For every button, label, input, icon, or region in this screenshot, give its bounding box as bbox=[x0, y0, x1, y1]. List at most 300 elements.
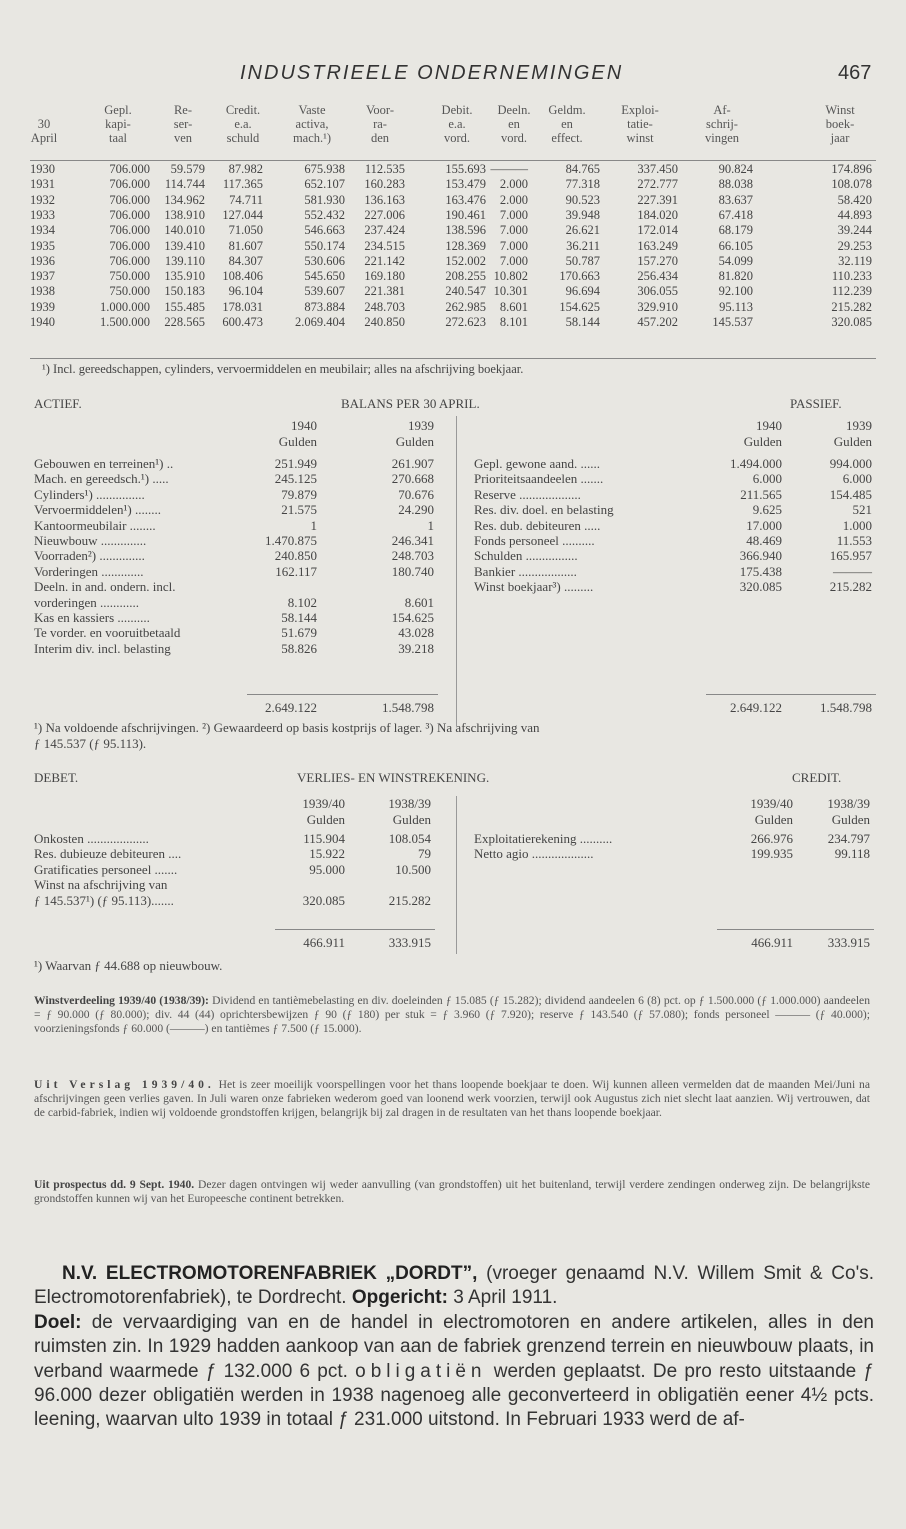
table-cell: 706.000 bbox=[109, 238, 150, 253]
table-cell: 215.282 bbox=[831, 299, 872, 314]
left-item-value-current: 240.850 bbox=[274, 548, 317, 564]
table-cell: 10.802 bbox=[493, 269, 528, 284]
left-item-value-previous: 39.218 bbox=[398, 640, 434, 656]
left-item-label: Voorraden²) .............. bbox=[34, 548, 145, 564]
table-cell: 84.307 bbox=[228, 253, 263, 268]
column-header: Exploi- bbox=[621, 103, 659, 117]
table-cell: 139.410 bbox=[164, 238, 205, 253]
right-unit-previous: Gulden bbox=[833, 434, 872, 449]
table-cell: 83.637 bbox=[718, 192, 753, 207]
table-cell: 329.910 bbox=[637, 299, 678, 314]
table-cell: 227.391 bbox=[637, 192, 678, 207]
left-item-label: Winst na afschrijving van bbox=[34, 877, 168, 893]
table-cell: 77.318 bbox=[565, 177, 600, 192]
left-item-label: Cylinders¹) ............... bbox=[34, 486, 145, 502]
right-item-label: Winst boekjaar³) ......... bbox=[474, 579, 594, 595]
profit-loss-title: VERLIES- EN WINSTREKENING. bbox=[297, 770, 490, 785]
row-year: 1938 bbox=[30, 284, 55, 299]
table-cell: 190.461 bbox=[445, 207, 486, 222]
table-cell: 138.910 bbox=[164, 207, 205, 222]
table-cell: 550.174 bbox=[304, 238, 345, 253]
annual-report-paragraph bbox=[34, 1078, 870, 1119]
table-cell: 96.104 bbox=[228, 284, 263, 299]
left-total-previous: 333.915 bbox=[388, 935, 431, 950]
left-item-label: Onkosten ................... bbox=[34, 831, 149, 846]
right-total-current: 2.649.122 bbox=[730, 700, 782, 715]
right-item-value-previous: 215.282 bbox=[829, 579, 872, 595]
table-cell: 32.119 bbox=[838, 253, 872, 268]
left-item-label: Interim div. incl. belasting bbox=[34, 640, 171, 656]
table-cell: 157.270 bbox=[637, 253, 678, 268]
left-item-value-current: 1 bbox=[310, 517, 317, 533]
table-cell: 67.418 bbox=[718, 207, 753, 222]
right-item-value-current: 320.085 bbox=[739, 579, 782, 595]
left-item-label: Res. dubieuze debiteuren .... bbox=[34, 846, 182, 862]
prospectus-paragraph bbox=[34, 1178, 870, 1206]
left-item-value-current: 8.102 bbox=[287, 594, 317, 610]
table-cell: 7.000 bbox=[499, 223, 528, 238]
column-header: Re- bbox=[173, 103, 193, 117]
column-header: vord. bbox=[500, 131, 528, 145]
table-cell: 153.479 bbox=[445, 177, 486, 192]
left-item-value-previous: 24.290 bbox=[398, 502, 434, 518]
table-cell: 706.000 bbox=[109, 192, 150, 207]
right-item-value-previous: 234.797 bbox=[827, 831, 870, 846]
left-item-label: Gebouwen en terreinen¹) .. bbox=[34, 456, 174, 471]
table-cell: 8.601 bbox=[499, 299, 528, 314]
right-item-value-previous: 6.000 bbox=[842, 471, 872, 487]
balance-footnote-2: ƒ 145.537 (ƒ 95.113). bbox=[34, 736, 147, 751]
column-header: Af- bbox=[713, 103, 731, 117]
right-item-label: Reserve ................... bbox=[474, 486, 581, 502]
left-total-current: 466.911 bbox=[303, 935, 345, 950]
column-header: en bbox=[508, 117, 520, 131]
right-item-label: Res. div. doel. en belasting bbox=[474, 502, 614, 518]
right-unit-previous: Gulden bbox=[831, 812, 870, 827]
table-cell: 84.765 bbox=[565, 162, 600, 176]
left-item-label: Kantoormeubilair ........ bbox=[34, 517, 156, 533]
left-item-label: Vorderingen ............. bbox=[34, 563, 144, 579]
credit-heading: CREDIT. bbox=[792, 770, 842, 785]
table-cell: 58.144 bbox=[565, 315, 600, 329]
table-cell: 530.606 bbox=[304, 253, 345, 268]
left-year-current: 1939/40 bbox=[302, 796, 345, 811]
right-item-label: Exploitatierekening .......... bbox=[474, 831, 613, 846]
table-cell: 10.301 bbox=[493, 284, 528, 299]
table-cell: 90.824 bbox=[718, 162, 753, 176]
left-total-rule bbox=[275, 929, 435, 930]
right-item-value-current: 1.494.000 bbox=[730, 456, 782, 471]
left-item-value-previous: 248.703 bbox=[391, 548, 434, 564]
column-header: den bbox=[370, 131, 390, 145]
table-cell: 750.000 bbox=[109, 284, 150, 299]
table-cell: 117.365 bbox=[222, 177, 263, 192]
left-item-value-previous: 10.500 bbox=[395, 861, 431, 877]
table-cell: 59.579 bbox=[170, 162, 205, 176]
left-item-label: Deeln. in and. ondern. incl. bbox=[34, 579, 176, 595]
table-cell: 208.255 bbox=[445, 269, 486, 284]
table-cell: 545.650 bbox=[304, 269, 345, 284]
right-year-current: 1940 bbox=[756, 418, 782, 433]
passief-heading: PASSIEF. bbox=[790, 396, 842, 411]
left-item-value-previous: 261.907 bbox=[391, 456, 434, 471]
row-year: 1939 bbox=[30, 299, 55, 314]
table-cell: 256.434 bbox=[637, 269, 678, 284]
table-cell: 155.485 bbox=[164, 299, 205, 314]
right-item-value-previous: 154.485 bbox=[829, 486, 872, 502]
financial-history-table bbox=[0, 0, 906, 400]
column-header: ser- bbox=[173, 117, 193, 131]
column-header: Debit. bbox=[441, 103, 473, 117]
right-item-value-previous: 1.000 bbox=[842, 517, 872, 533]
prospectus-text: Dezer dagen ontvingen wij weder aanvulling (van grondstoffen) uit het buitenland, terwijl verdere zendingen onderweg zijn. De belangrijkste grondstoffen kunnen wij van het Europeesche continent betrekken. bbox=[34, 1178, 870, 1205]
table-cell: 50.787 bbox=[565, 253, 600, 268]
row-year: 1931 bbox=[30, 177, 55, 192]
left-total-rule bbox=[247, 694, 438, 695]
left-item-value-current: 245.125 bbox=[274, 471, 317, 487]
table-cell: 706.000 bbox=[109, 207, 150, 222]
left-item-value-previous: 180.740 bbox=[391, 563, 434, 579]
prospectus-label: Uit prospectus dd. 9 Sept. 1940. bbox=[34, 1178, 195, 1191]
column-header: vord. bbox=[443, 131, 471, 145]
table-cell: 2.000 bbox=[499, 192, 528, 207]
table-cell: 112.239 bbox=[831, 284, 872, 299]
right-item-label: Res. dub. debiteuren ..... bbox=[474, 517, 601, 533]
table-cell: 234.515 bbox=[364, 238, 405, 253]
table-cell: 227.006 bbox=[364, 207, 405, 222]
left-item-value-current: 162.117 bbox=[275, 563, 317, 579]
table-cell: 54.099 bbox=[718, 253, 753, 268]
left-item-value-current: 15.922 bbox=[309, 846, 345, 862]
table-cell: 152.002 bbox=[445, 253, 486, 268]
left-year-current: 1940 bbox=[291, 418, 317, 433]
column-header: ra- bbox=[373, 117, 387, 131]
right-item-value-previous: 11.553 bbox=[836, 533, 872, 548]
column-header: taal bbox=[108, 131, 128, 145]
table-cell: 169.180 bbox=[364, 269, 405, 284]
table-cell: 706.000 bbox=[109, 253, 150, 268]
table-cell: 272.623 bbox=[445, 315, 486, 329]
table-cell: 546.663 bbox=[304, 223, 345, 238]
table-cell: 306.055 bbox=[637, 284, 678, 299]
left-item-label: Vervoermiddelen¹) ........ bbox=[34, 502, 161, 518]
right-item-value-current: 9.625 bbox=[752, 502, 782, 518]
table-cell: 600.473 bbox=[222, 315, 263, 329]
table-cell: 139.110 bbox=[164, 253, 205, 268]
table-cell: 26.621 bbox=[565, 223, 600, 238]
table-cell: 66.105 bbox=[718, 238, 753, 253]
left-item-label: ƒ 145.537¹) (ƒ 95.113)....... bbox=[34, 892, 174, 908]
company-rest: (vroeger genaamd N.V. Willem Smit & Co's. Electromotorenfabriek), te Dordrecht. bbox=[34, 1263, 875, 1309]
left-item-label: Mach. en gereedsch.¹) ..... bbox=[34, 471, 169, 487]
column-header: mach.¹) bbox=[292, 131, 332, 145]
table-cell: 8.101 bbox=[499, 315, 528, 329]
column-header: en bbox=[561, 117, 573, 131]
table-cell: 552.432 bbox=[304, 207, 345, 222]
table-cell: 581.930 bbox=[304, 192, 345, 207]
row-year: 1935 bbox=[30, 238, 55, 253]
founded-label: Opgericht: bbox=[351, 1287, 448, 1309]
table-cell: 240.547 bbox=[445, 284, 486, 299]
table-cell: 170.663 bbox=[559, 269, 600, 284]
table-cell: 110.233 bbox=[831, 269, 872, 284]
table-cell: 58.420 bbox=[837, 192, 872, 207]
column-header: Winst bbox=[825, 103, 855, 117]
purpose-text-b: werden geplaatst. De pro resto uitstaande ƒ 96.000 dezer obligatiën werden in 1938 nagenoeg alle geconverteerd in obligatiën eener 4½ pcts. leening, waarvan ulto 1939 in totaal ƒ 231.000 uitstond. In Februari 1933 werd de af- bbox=[34, 1360, 874, 1431]
right-unit-current: Gulden bbox=[754, 812, 793, 827]
left-year-previous: 1938/39 bbox=[388, 796, 431, 811]
table-cell: 706.000 bbox=[109, 177, 150, 192]
table-cell: 237.424 bbox=[364, 223, 405, 238]
table-footnote: ¹) Incl. gereedschappen, cylinders, vervoermiddelen en meubilair; alles na afschrijving boekjaar. bbox=[42, 362, 524, 376]
left-item-label: Nieuwbouw .............. bbox=[34, 533, 147, 548]
right-item-label: Bankier .................. bbox=[474, 563, 577, 579]
column-header: schrij- bbox=[706, 117, 738, 131]
right-item-label: Gepl. gewone aand. ...... bbox=[474, 456, 600, 471]
table-cell: 706.000 bbox=[109, 223, 150, 238]
debet-heading: DEBET. bbox=[34, 770, 79, 785]
right-item-value-previous: 99.118 bbox=[834, 846, 870, 862]
table-cell: 7.000 bbox=[499, 253, 528, 268]
company-description bbox=[34, 1262, 874, 1433]
column-header: winst bbox=[626, 131, 654, 145]
table-cell: 7.000 bbox=[499, 238, 528, 253]
actief-heading: ACTIEF. bbox=[34, 396, 82, 411]
center-divider bbox=[456, 796, 457, 954]
table-cell: 7.000 bbox=[499, 207, 528, 222]
table-cell: 81.607 bbox=[228, 238, 263, 253]
table-cell: 272.777 bbox=[637, 177, 678, 192]
table-cell: 706.000 bbox=[109, 162, 150, 176]
table-cell: 240.850 bbox=[364, 315, 405, 329]
right-total-previous: 1.548.798 bbox=[820, 700, 872, 715]
row-year: 1937 bbox=[30, 269, 55, 284]
left-item-value-previous: 79 bbox=[418, 846, 431, 862]
table-cell: 128.369 bbox=[445, 238, 486, 253]
right-item-value-previous: 994.000 bbox=[829, 456, 872, 471]
footer-rule bbox=[30, 358, 876, 359]
right-item-value-current: 17.000 bbox=[746, 517, 782, 533]
table-cell: 873.884 bbox=[304, 299, 345, 314]
right-item-value-current: 48.469 bbox=[746, 533, 782, 548]
column-header: 30 bbox=[37, 117, 51, 131]
table-cell: 163.476 bbox=[445, 192, 486, 207]
column-header: Geldm. bbox=[548, 103, 586, 117]
table-cell: 140.010 bbox=[164, 223, 205, 238]
table-cell: 228.565 bbox=[164, 315, 205, 329]
right-total-current: 466.911 bbox=[751, 935, 793, 950]
left-unit-current: Gulden bbox=[306, 812, 345, 827]
balance-footnote-1: ¹) Na voldoende afschrijvingen. ²) Gewaardeerd op basis kostprijs of lager. ³) Na afschrijving van bbox=[34, 720, 540, 735]
purpose-spaced-word: obligatiën bbox=[355, 1360, 487, 1382]
table-cell: 68.179 bbox=[718, 223, 753, 238]
profit-loss-footnote: ¹) Waarvan ƒ 44.688 op nieuwbouw. bbox=[34, 958, 223, 973]
left-item-value-previous: 1 bbox=[427, 517, 434, 533]
table-cell: 652.107 bbox=[304, 177, 345, 192]
table-cell: 248.703 bbox=[364, 299, 405, 314]
column-header: Vaste bbox=[298, 103, 326, 117]
right-item-value-previous: 165.957 bbox=[829, 548, 872, 564]
table-cell: 160.283 bbox=[364, 177, 405, 192]
left-item-value-current: 51.679 bbox=[281, 625, 317, 641]
page-header-title: INDUSTRIEELE ONDERNEMINGEN bbox=[240, 62, 624, 84]
right-item-label: Netto agio ................... bbox=[474, 846, 594, 862]
table-cell: 2.000 bbox=[499, 177, 528, 192]
table-cell: 1.000.000 bbox=[100, 299, 150, 314]
left-item-value-current: 95.000 bbox=[309, 861, 345, 877]
left-item-value-previous: 215.282 bbox=[388, 892, 431, 908]
left-item-value-current: 1.470.875 bbox=[265, 533, 317, 548]
table-cell: 81.820 bbox=[718, 269, 753, 284]
table-cell: 155.693 bbox=[445, 162, 486, 176]
right-year-previous: 1938/39 bbox=[827, 796, 870, 811]
table-cell: 74.711 bbox=[229, 192, 263, 207]
column-header: effect. bbox=[551, 131, 583, 145]
header-rule bbox=[30, 160, 876, 161]
right-total-rule bbox=[717, 929, 874, 930]
table-cell: 114.744 bbox=[164, 177, 205, 192]
left-total-current: 2.649.122 bbox=[265, 700, 317, 715]
left-item-label: vorderingen ............ bbox=[34, 594, 140, 610]
column-header: e.a. bbox=[234, 117, 252, 131]
table-cell: 127.044 bbox=[222, 207, 263, 222]
table-cell: 163.249 bbox=[637, 238, 678, 253]
table-cell: 145.537 bbox=[712, 315, 753, 329]
row-year: 1930 bbox=[30, 162, 55, 176]
row-year: 1934 bbox=[30, 223, 55, 238]
table-cell: 172.014 bbox=[637, 223, 678, 238]
founded-date: 3 April 1911. bbox=[447, 1287, 558, 1309]
left-unit-current: Gulden bbox=[278, 434, 317, 449]
column-header: jaar bbox=[830, 131, 850, 145]
left-item-value-current: 21.575 bbox=[281, 502, 317, 518]
center-divider bbox=[456, 416, 457, 726]
column-header: Voor- bbox=[366, 103, 394, 117]
table-cell: 92.100 bbox=[718, 284, 753, 299]
column-header: Gepl. bbox=[104, 103, 132, 117]
column-header: kapi- bbox=[105, 117, 131, 131]
column-header: vingen bbox=[704, 131, 740, 145]
table-cell: 675.938 bbox=[304, 162, 345, 176]
right-item-value-current: 175.438 bbox=[739, 563, 782, 579]
left-unit-previous: Gulden bbox=[395, 434, 434, 449]
left-item-value-previous: 43.028 bbox=[398, 625, 434, 641]
annual-report-label: Uit Verslag 1939/40. bbox=[34, 1078, 215, 1091]
table-cell: 135.910 bbox=[164, 269, 205, 284]
column-header: boek- bbox=[825, 117, 855, 131]
profit-distribution-text: Dividend en tantièmebelasting en div. doeleinden ƒ 15.085 (ƒ 15.282); dividend aandeelen 6 (8) pct. op ƒ 1.500.000 (ƒ 1.000.000) aandeelen = ƒ 90.000 (ƒ 80.000); div. 44 (44) oprichtersbewijzen ƒ 90 (ƒ 180) per stuk = ƒ 3.960 (ƒ 7.920); reserve ƒ 143.540 (ƒ 57.080); fonds personeel ——— (ƒ 40.000); voorzieningsfonds ƒ 60.000 (———) en tantièmes ƒ 7.500 (ƒ 15.000). bbox=[34, 994, 871, 1035]
left-item-value-current: 320.085 bbox=[302, 892, 345, 908]
table-cell: 138.596 bbox=[445, 223, 486, 238]
table-cell: 221.142 bbox=[364, 253, 405, 268]
table-cell: 174.896 bbox=[831, 162, 872, 176]
table-cell: 39.244 bbox=[837, 223, 872, 238]
left-item-value-previous: 246.341 bbox=[391, 533, 434, 548]
left-year-previous: 1939 bbox=[408, 418, 434, 433]
balance-title: BALANS PER 30 APRIL. bbox=[341, 396, 480, 411]
table-cell: 320.085 bbox=[831, 315, 872, 329]
right-total-previous: 333.915 bbox=[827, 935, 870, 950]
column-header: Credit. bbox=[225, 103, 261, 117]
table-cell: 87.982 bbox=[228, 162, 263, 176]
left-item-value-current: 115.904 bbox=[303, 831, 345, 846]
column-header: April bbox=[30, 131, 58, 145]
left-item-value-previous: 270.668 bbox=[391, 471, 434, 487]
table-cell: 184.020 bbox=[637, 207, 678, 222]
page-number: 467 bbox=[838, 62, 872, 84]
right-item-value-previous: ——— bbox=[833, 563, 872, 579]
table-cell: 221.381 bbox=[364, 284, 405, 299]
row-year: 1936 bbox=[30, 253, 55, 268]
table-cell: 150.183 bbox=[164, 284, 205, 299]
table-cell: 108.078 bbox=[831, 177, 872, 192]
table-cell: 2.069.404 bbox=[295, 315, 345, 329]
left-item-value-current: 58.826 bbox=[281, 640, 317, 656]
company-name: N.V. ELECTROMOTORENFABRIEK „DORDT”, bbox=[62, 1263, 478, 1284]
table-cell: 136.163 bbox=[364, 192, 405, 207]
table-cell: 36.211 bbox=[566, 238, 600, 253]
left-total-previous: 1.548.798 bbox=[382, 700, 434, 715]
right-year-current: 1939/40 bbox=[750, 796, 793, 811]
table-cell: 457.202 bbox=[637, 315, 678, 329]
right-item-value-current: 266.976 bbox=[750, 831, 793, 846]
table-cell: 262.985 bbox=[445, 299, 486, 314]
table-cell: 39.948 bbox=[565, 207, 600, 222]
right-item-value-current: 6.000 bbox=[752, 471, 782, 487]
right-item-value-current: 366.940 bbox=[739, 548, 782, 564]
column-header: Deeln. bbox=[497, 103, 531, 117]
right-item-label: Schulden ................ bbox=[474, 548, 578, 564]
table-cell: 88.038 bbox=[718, 177, 753, 192]
purpose-text-a: de vervaardiging van en de handel in electromotoren en andere artikelen, alles in den ruimsten zin. In 1929 hadden aankoop van aan de fabriek grenzend terrein en nieuwbouw plaats, in verband waarmede ƒ 132.000 6 pct. bbox=[34, 1311, 874, 1382]
column-header: schuld bbox=[226, 131, 260, 145]
table-cell: 44.893 bbox=[837, 207, 872, 222]
table-cell: 1.500.000 bbox=[100, 315, 150, 329]
table-cell: 108.406 bbox=[222, 269, 263, 284]
row-year: 1933 bbox=[30, 207, 55, 222]
left-item-value-current: 251.949 bbox=[274, 456, 317, 471]
row-year: 1940 bbox=[30, 315, 55, 329]
row-year: 1932 bbox=[30, 192, 55, 207]
annual-report-text: Het is zeer moeilijk voorspellingen voor het thans loopende boekjaar te doen. Wij kunnen alleen vermelden dat de maanden Mei/Juni na afschrijvingen geen verlies gaven. In Juli waren onze fabrieken wederom goed van loonend werk voorzien, terwijl ook Augustus zich niet slecht laat aanzien. Wij vertrouwen, dat de carbid-fabriek, indien wij voldoende grondstoffen krijgen, belangrijk bij zal dragen in de resultaten van het thans loopende boekjaar. bbox=[34, 1078, 870, 1119]
profit-distribution-label: Winstverdeeling 1939/40 (1938/39): bbox=[34, 994, 209, 1007]
table-cell: 96.694 bbox=[565, 284, 600, 299]
right-total-rule bbox=[706, 694, 876, 695]
left-item-value-previous: 70.676 bbox=[398, 486, 434, 502]
right-item-value-previous: 521 bbox=[852, 502, 872, 518]
left-item-label: Gratificaties personeel ....... bbox=[34, 861, 178, 877]
left-unit-previous: Gulden bbox=[392, 812, 431, 827]
column-header: activa, bbox=[295, 117, 329, 131]
table-cell: 337.450 bbox=[637, 162, 678, 176]
left-item-value-previous: 108.054 bbox=[388, 831, 431, 846]
table-cell: 178.031 bbox=[222, 299, 263, 314]
table-cell: 71.050 bbox=[228, 223, 263, 238]
table-cell: 112.535 bbox=[364, 162, 405, 176]
right-item-value-current: 211.565 bbox=[740, 486, 782, 502]
left-item-label: Kas en kassiers .......... bbox=[34, 610, 150, 625]
purpose-label: Doel: bbox=[34, 1311, 82, 1333]
table-cell: 134.962 bbox=[164, 192, 205, 207]
right-item-value-current: 199.935 bbox=[750, 846, 793, 862]
left-item-value-previous: 8.601 bbox=[404, 594, 434, 610]
column-header: e.a. bbox=[448, 117, 466, 131]
table-cell: 95.113 bbox=[719, 299, 753, 314]
left-item-label: Te vorder. en vooruitbetaald bbox=[34, 625, 181, 641]
table-cell: ——— bbox=[490, 162, 528, 176]
right-item-label: Fonds personeel .......... bbox=[474, 533, 595, 548]
profit-distribution-paragraph bbox=[34, 994, 870, 1035]
